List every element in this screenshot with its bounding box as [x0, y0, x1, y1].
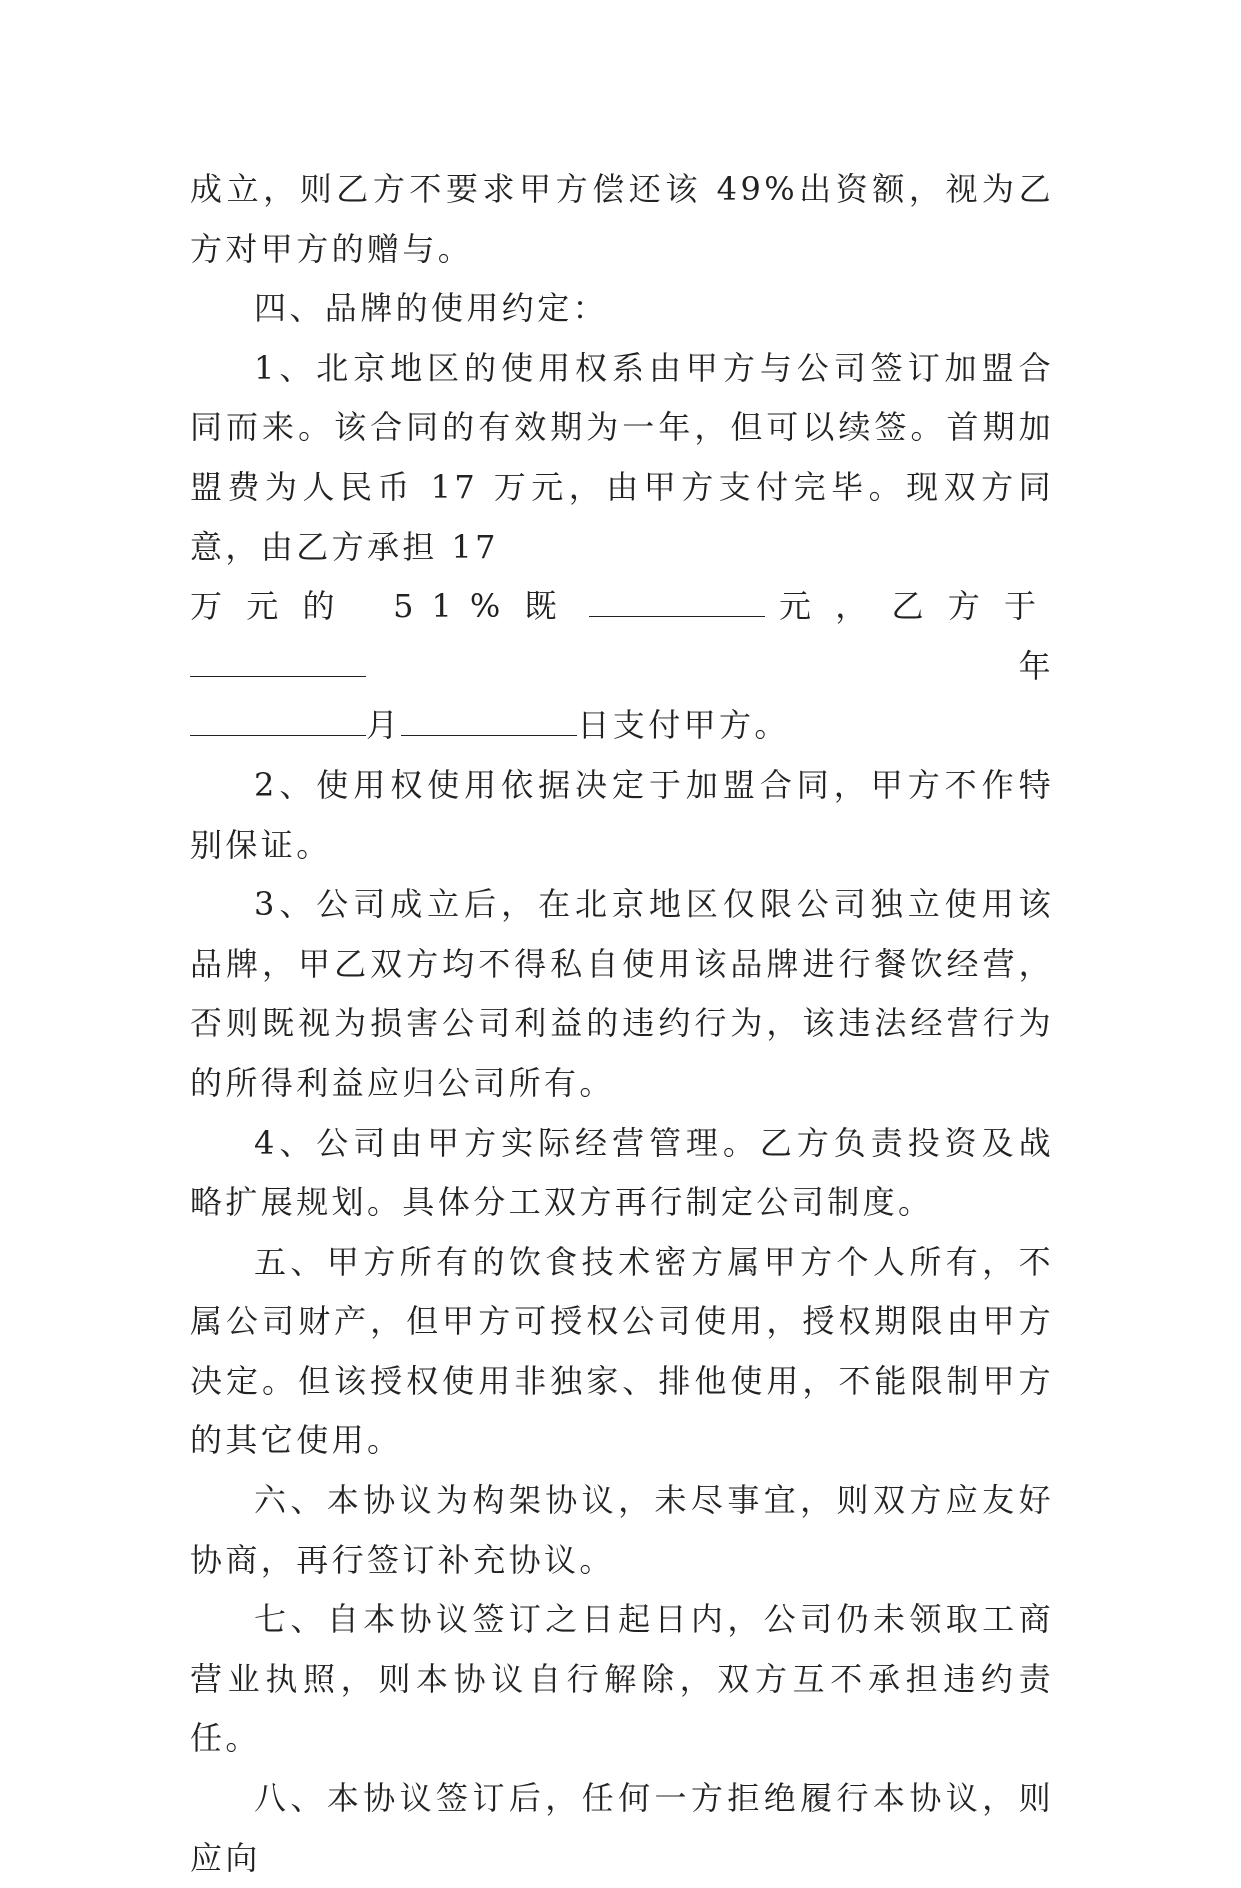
- clause-2: 2、使用权使用依据决定于加盟合同，甲方不作特别保证。: [190, 765, 1054, 864]
- clause-4: 4、公司由甲方实际经营管理。乙方负责投资及战略扩展规划。具体分工双方再行制定公司制度。: [190, 1123, 1054, 1222]
- month-label: 月: [366, 706, 402, 745]
- clause-1-intro: 1、北京地区的使用权系由甲方与公司签订加盟合同而来。该合同的有效期为一年，但可以续签。首期加盟费为人民币 17 万元，由甲方支付完毕。现双方同意，由乙方承担 17: [190, 348, 1054, 566]
- clause-1-amount-label: 万元的 51%既: [190, 587, 581, 626]
- year-blank[interactable]: [190, 647, 366, 677]
- section-8: 八、本协议签订后，任何一方拒绝履行本协议，则应向: [190, 1779, 1054, 1877]
- section-4-heading: 四、品牌的使用约定：: [254, 289, 609, 328]
- year-label: 年: [366, 646, 1054, 685]
- contract-body: [190, 160, 1054, 1888]
- amount-blank[interactable]: [589, 587, 765, 617]
- clause-1-date-line: [190, 696, 1054, 756]
- paragraph-continued: 成立，则乙方不要求甲方偿还该 49%出资额，视为乙方对甲方的赠与。: [190, 170, 1054, 268]
- day-label: 日支付甲方。: [577, 706, 790, 745]
- month-blank[interactable]: [190, 707, 366, 737]
- clause-1-payer-label: 元，乙方于: [772, 587, 1054, 626]
- clause-3: 3、公司成立后，在北京地区仅限公司独立使用该品牌，甲乙双方均不得私自使用该品牌进行餐饮经营，否则既视为损害公司利益的违约行为，该违法经营行为的所得利益应归公司所有。: [190, 885, 1054, 1102]
- day-blank[interactable]: [401, 707, 577, 737]
- section-6: 六、本协议为构架协议，未尽事宜，则双方应友好协商，再行签订补充协议。: [190, 1481, 1054, 1579]
- section-7: 七、自本协议签订之日起日内，公司仍未领取工商营业执照，则本协议自行解除，双方互不承担违约责任。: [190, 1600, 1054, 1758]
- clause-1-fill-line: [190, 577, 1054, 696]
- section-5: 五、甲方所有的饮食技术密方属甲方个人所有，不属公司财产，但甲方可授权公司使用，授权期限由甲方决定。但该授权使用非独家、排他使用，不能限制甲方的其它使用。: [190, 1242, 1054, 1460]
